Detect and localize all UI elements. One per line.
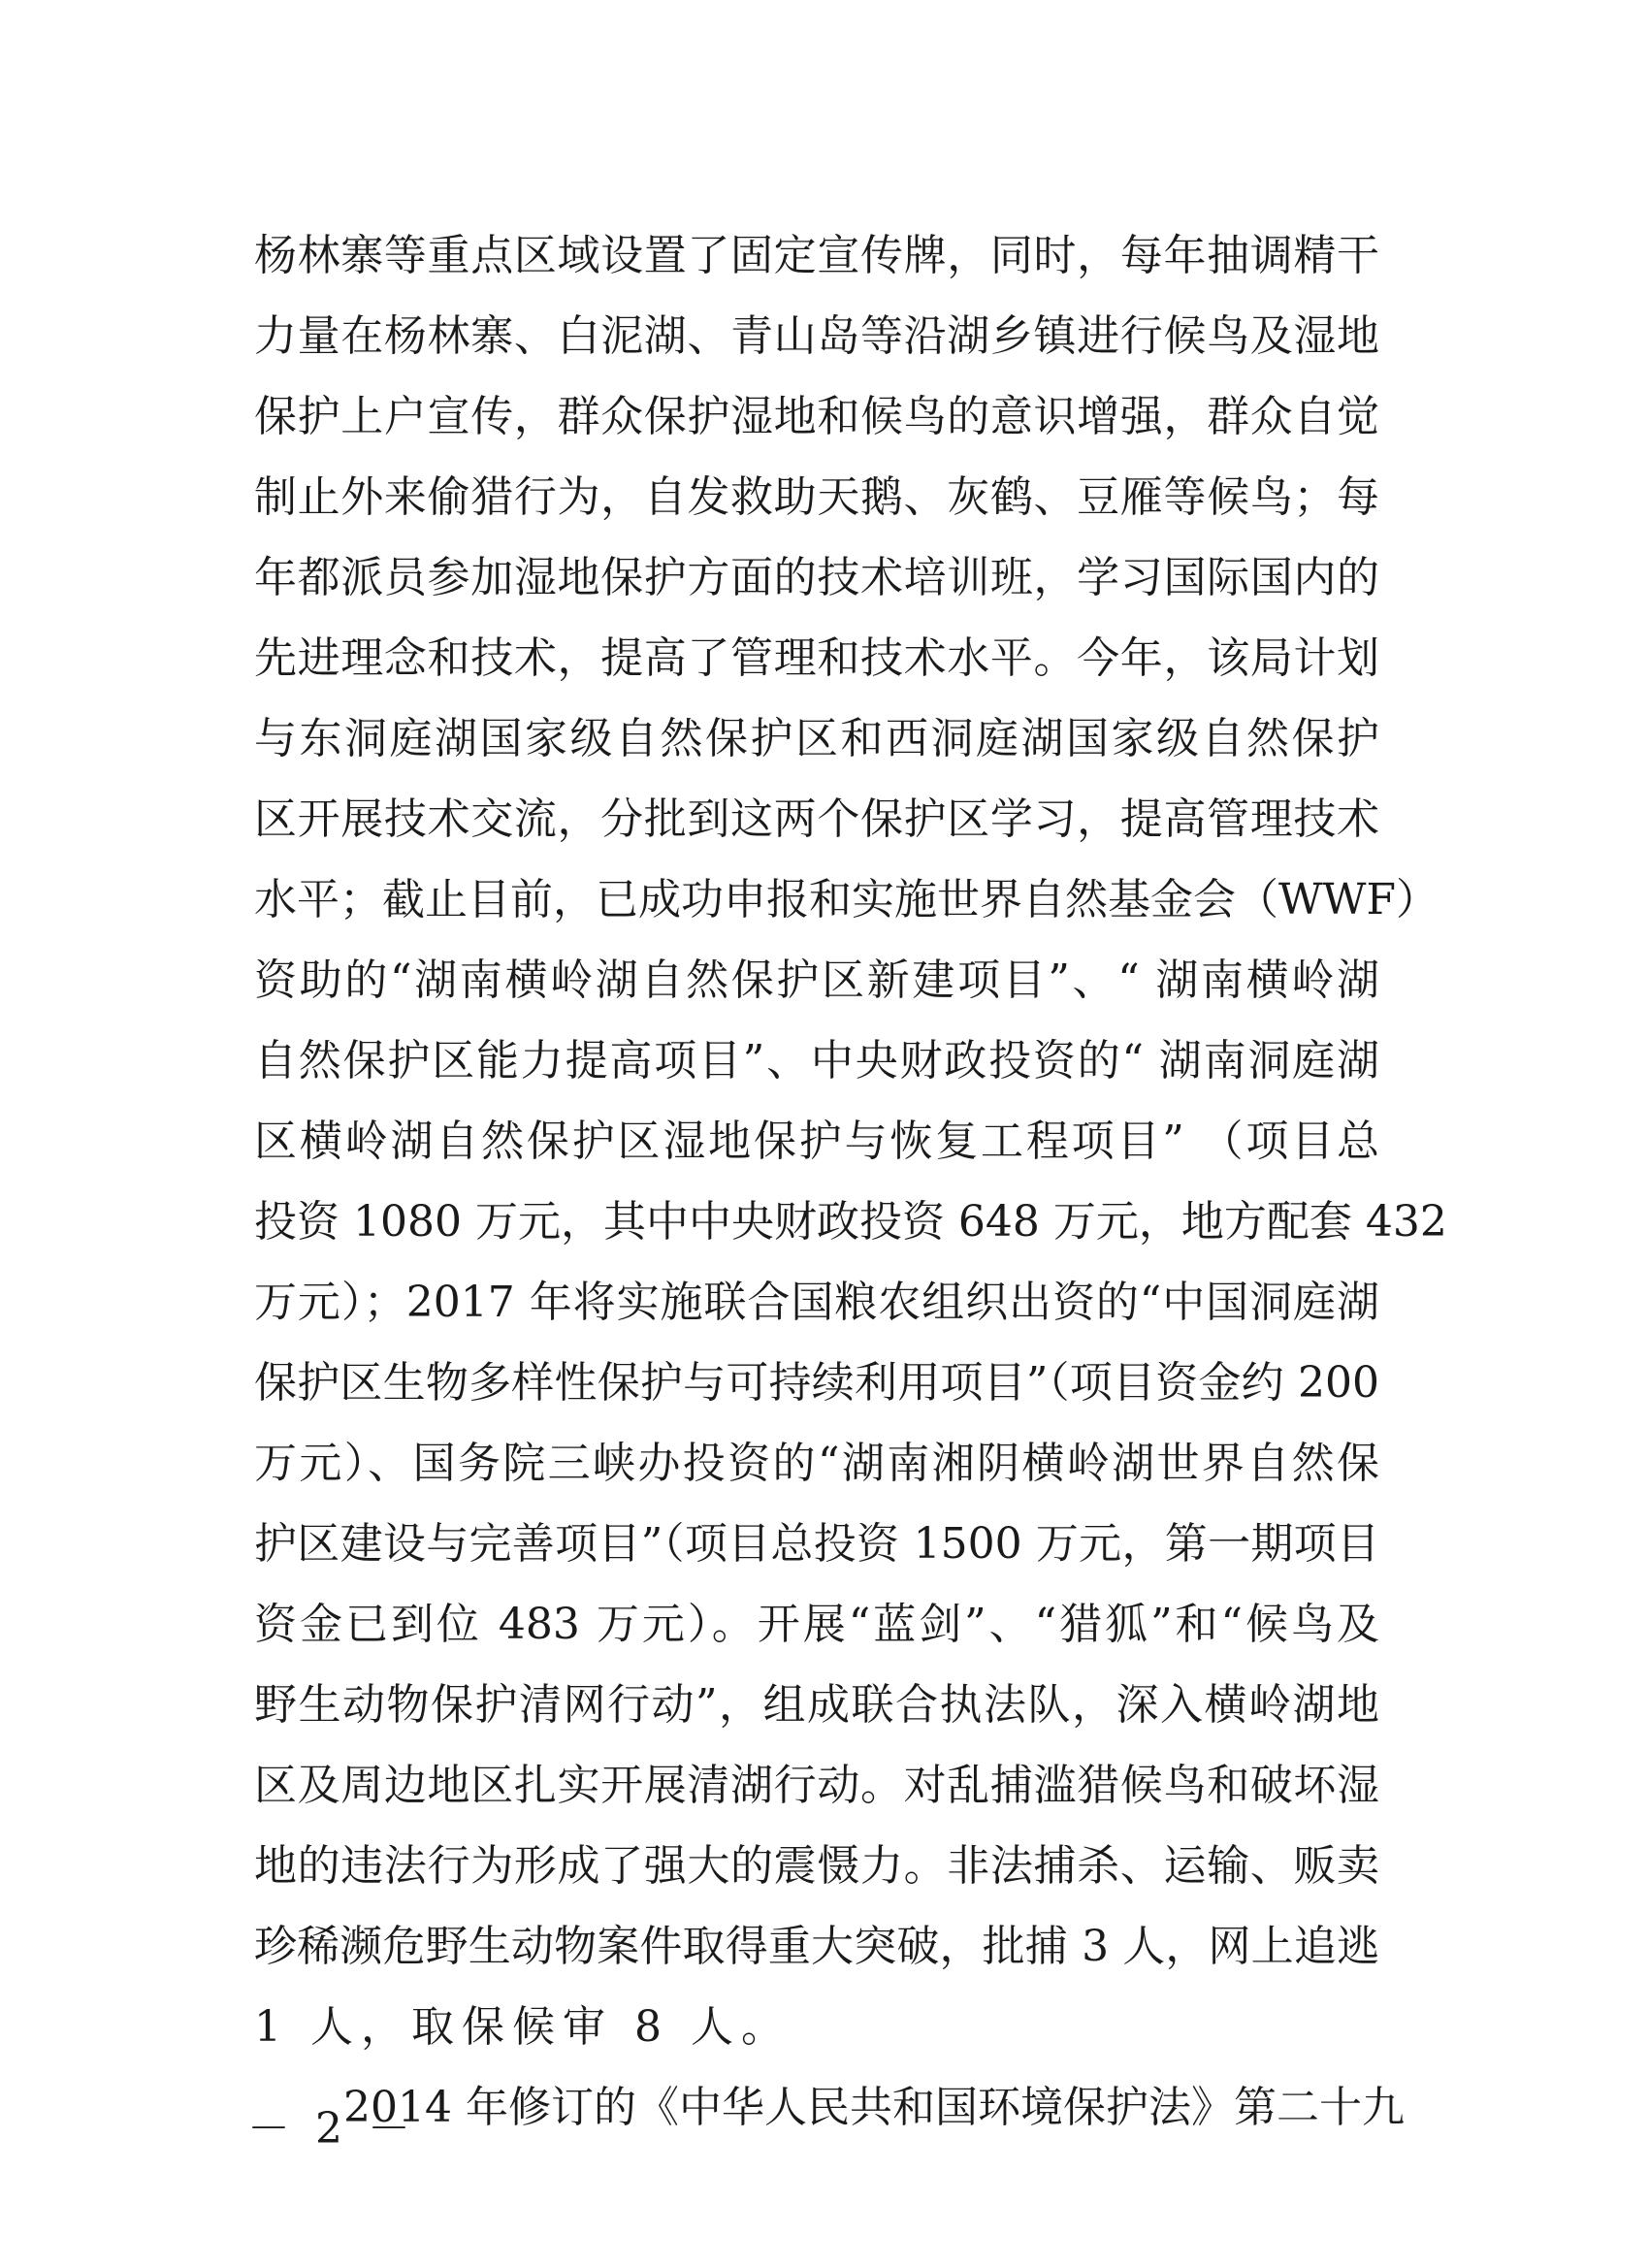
text-line: 资金已到位 483 万元）。开展“蓝剑”、“猎狐”和“候鸟及 [254, 1600, 1379, 1649]
text-line: 护区建设与完善项目”（项目总投资 1500 万元，第一期项目 [254, 1519, 1379, 1569]
body-text [254, 215, 1447, 2148]
text-line: 制止外来偷猎行为，自发救助天鹅、灰鹤、豆雁等候鸟；每 [254, 472, 1379, 522]
text-line: 水平；截止目前，已成功申报和实施世界自然基金会（WWF） [254, 875, 1439, 924]
text-line: 区横岭湖自然保护区湿地保护与恢复工程项目” （项目总 [254, 1117, 1379, 1166]
text-line: 投资 1080 万元，其中中央财政投资 648 万元，地方配套 432 [254, 1197, 1447, 1247]
text-line: 地的违法行为形成了强大的震慑力。非法捕杀、运输、贩卖 [254, 1841, 1379, 1891]
text-line: 万元）、国务院三峡办投资的“湖南湘阴横岭湖世界自然保 [254, 1439, 1379, 1488]
text-line: 年都派员参加湿地保护方面的技术培训班，学习国际国内的 [254, 553, 1379, 602]
text-line: 力量在杨林寨、白泥湖、青山岛等沿湖乡镇进行候鸟及湿地 [254, 311, 1379, 361]
text-line: 杨林寨等重点区域设置了固定宣传牌，同时，每年抽调精干 [254, 231, 1379, 280]
text-line: 1 人，取保候审 8 人。 [254, 2002, 792, 2052]
text-line: 保护上户宣传，群众保护湿地和候鸟的意识增强，群众自觉 [254, 392, 1379, 441]
text-line: 区及周边地区扎实开展清湖行动。对乱捕滥猎候鸟和破坏湿 [254, 1761, 1379, 1810]
text-line: 先进理念和技术，提高了管理和技术水平。今年，该局计划 [254, 633, 1379, 683]
text-line: 野生动物保护清网行动”，组成联合执法队，深入横岭湖地 [254, 1680, 1379, 1730]
paragraph-start-line: 2014 年修订的《中华人民共和国环境保护法》第二十九 [343, 2083, 1405, 2132]
text-line: 与东洞庭湖国家级自然保护区和西洞庭湖国家级自然保护 [254, 714, 1379, 763]
text-line: 万元）；2017 年将实施联合国粮农组织出资的“中国洞庭湖 [254, 1278, 1379, 1327]
text-line: 保护区生物多样性保护与可持续利用项目”（项目资金约 200 [254, 1358, 1379, 1408]
page-number: － 2 － [247, 2104, 416, 2154]
text-line: 自然保护区能力提高项目”、中央财政投资的“ 湖南洞庭湖 [254, 1036, 1379, 1085]
text-line: 区开展技术交流，分批到这两个保护区学习，提高管理技术 [254, 794, 1379, 844]
text-line: 资助的“湖南横岭湖自然保护区新建项目”、“ 湖南横岭湖 [254, 956, 1379, 1005]
text-line: 珍稀濒危野生动物案件取得重大突破，批捕 3 人，网上追逃 [254, 1922, 1379, 1971]
